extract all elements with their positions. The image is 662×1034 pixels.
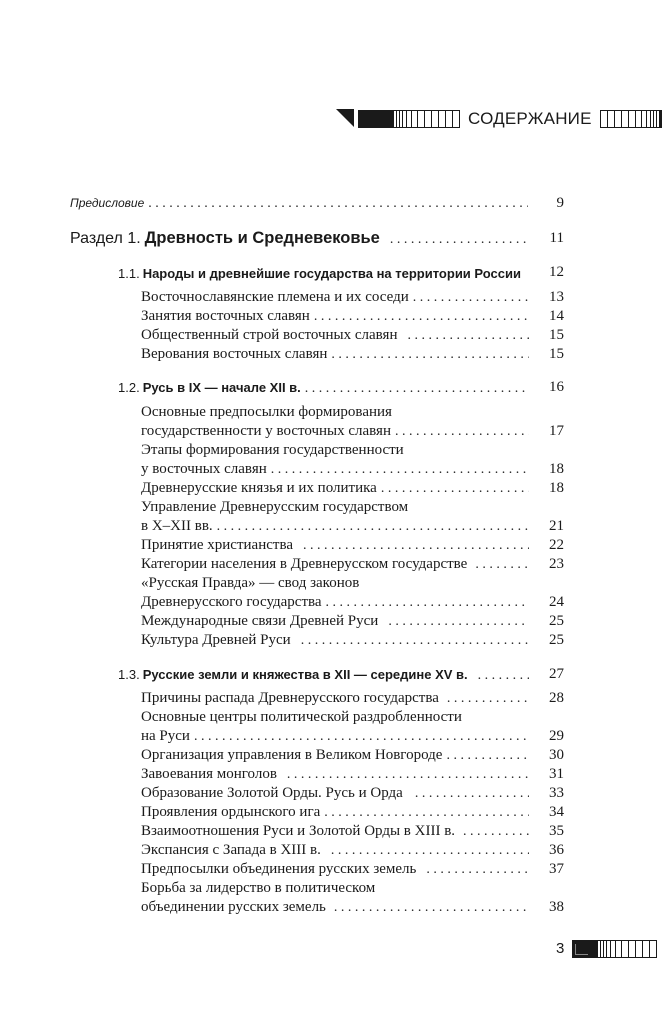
toc-entry[interactable] bbox=[141, 346, 533, 363]
part-title: Древность и Средневековье bbox=[144, 229, 380, 247]
leader-dots bbox=[326, 595, 529, 611]
chapter-title: Русские земли и княжества в XII — середине XV в. bbox=[142, 667, 468, 682]
toc-entry-title: Категории населения в Древнерусском государстве bbox=[141, 556, 468, 572]
toc-entry[interactable] bbox=[141, 823, 533, 840]
leader-dots bbox=[415, 786, 529, 802]
toc-entry-title: Предпосылки объединения русских земель bbox=[141, 861, 417, 877]
toc-entry[interactable] bbox=[141, 632, 533, 649]
toc-page-number: 38 bbox=[549, 899, 564, 915]
toc-entry-title: Причины распада Древнерусского государства bbox=[141, 690, 439, 706]
toc-entry[interactable] bbox=[141, 594, 533, 611]
page-footer bbox=[556, 940, 657, 958]
toc-entry-title[interactable]: Основные центры политической раздробленности bbox=[141, 709, 462, 725]
toc-chapter-1-3[interactable] bbox=[118, 667, 533, 684]
toc-entry-title: Международные связи Древней Руси bbox=[141, 613, 379, 629]
part-label: Раздел 1. bbox=[70, 230, 141, 247]
toc-entry-title: Культура Древней Руси bbox=[141, 632, 291, 648]
leader-dots bbox=[426, 862, 529, 878]
toc-entry[interactable] bbox=[141, 556, 533, 573]
toc-page-number: 35 bbox=[549, 823, 564, 839]
toc-entry-title[interactable]: Этапы формирования государственности bbox=[141, 442, 404, 458]
toc-entry-title: Образование Золотой Орды. Русь и Орда bbox=[141, 785, 403, 801]
toc-chapter-1-1[interactable] bbox=[118, 266, 568, 281]
toc-entry-title: Экспансия с Запада в XIII в. bbox=[141, 842, 321, 858]
toc-chapter-1-2[interactable] bbox=[118, 380, 533, 397]
toc-entry-title: Завоевания монголов bbox=[141, 766, 277, 782]
toc-page-number: 14 bbox=[549, 308, 564, 324]
toc-entry-title: объединении русских земель bbox=[141, 899, 326, 915]
toc-page-number: 28 bbox=[549, 690, 564, 706]
chapter-number: 1.3. bbox=[118, 667, 140, 682]
toc-entry[interactable] bbox=[141, 690, 533, 707]
toc-entry-title[interactable]: «Русская Правда» — свод законов bbox=[141, 575, 360, 591]
toc-entry[interactable] bbox=[141, 308, 533, 325]
toc-entry[interactable] bbox=[141, 289, 533, 306]
toc-entry-title: Принятие христианства bbox=[141, 537, 293, 553]
toc-entry-title: Восточнославянские племена и их соседи bbox=[141, 289, 409, 305]
leader-dots bbox=[446, 748, 529, 764]
toc-entry[interactable] bbox=[141, 518, 533, 535]
leader-dots bbox=[478, 668, 529, 684]
toc-page-number: 18 bbox=[549, 461, 564, 477]
chapter-title: Народы и древнейшие государства на территории России bbox=[142, 266, 521, 281]
toc-entry-title: Древнерусские князья и их политика bbox=[141, 480, 377, 496]
toc-page-number: 27 bbox=[549, 666, 564, 682]
toc-entry[interactable] bbox=[141, 461, 533, 478]
toc-page-number: 21 bbox=[549, 518, 564, 534]
leader-dots bbox=[271, 462, 529, 478]
toc-entry-title: Организация управления в Великом Новгороде bbox=[141, 747, 443, 763]
toc-entry[interactable] bbox=[141, 747, 533, 764]
leader-dots bbox=[301, 633, 529, 649]
toc-page-number: 11 bbox=[549, 230, 564, 246]
leader-dots bbox=[475, 557, 529, 573]
header-bar-ornament-left bbox=[358, 110, 460, 128]
toc-page-number: 22 bbox=[549, 537, 564, 553]
toc-page-number: 37 bbox=[549, 861, 564, 877]
page-number: 3 bbox=[556, 940, 565, 957]
leader-dots bbox=[395, 424, 529, 440]
toc-page-number: 34 bbox=[549, 804, 564, 820]
toc-entry[interactable] bbox=[141, 423, 533, 440]
toc-entry-title: Занятия восточных славян bbox=[141, 308, 310, 324]
leader-dots bbox=[305, 381, 529, 397]
leader-dots bbox=[390, 232, 528, 248]
toc-entry[interactable] bbox=[141, 861, 533, 878]
toc-entry[interactable] bbox=[141, 899, 533, 916]
toc-page-number: 30 bbox=[549, 747, 564, 763]
toc-page-number: 16 bbox=[549, 379, 564, 395]
toc-entry[interactable] bbox=[141, 804, 533, 821]
chapter-number: 1.1. bbox=[118, 266, 140, 281]
toc-entry-title[interactable]: Борьба за лидерство в политическом bbox=[141, 880, 376, 896]
toc-entry[interactable] bbox=[141, 327, 533, 344]
toc-page-number: 17 bbox=[549, 423, 564, 439]
leader-dots bbox=[381, 481, 529, 497]
toc-entry-title[interactable]: Основные предпосылки формирования bbox=[141, 404, 392, 420]
leader-dots bbox=[388, 614, 529, 630]
toc-entry-title: Общественный строй восточных славян bbox=[141, 327, 398, 343]
leader-dots bbox=[303, 538, 529, 554]
toc-page-number: 18 bbox=[549, 480, 564, 496]
leader-dots bbox=[334, 900, 529, 916]
toc-page-number: 33 bbox=[549, 785, 564, 801]
toc-entry[interactable] bbox=[141, 842, 533, 859]
toc-page-number: 15 bbox=[549, 346, 564, 362]
toc-entry-title: в X–XII вв. bbox=[141, 518, 213, 534]
toc-page-number: 29 bbox=[549, 728, 564, 744]
toc-part-1[interactable] bbox=[70, 229, 532, 248]
leader-dots bbox=[408, 328, 530, 344]
leader-dots bbox=[148, 196, 528, 212]
leader-dots bbox=[314, 309, 529, 325]
toc-entry-title: у восточных славян bbox=[141, 461, 267, 477]
toc-entry-preface[interactable] bbox=[70, 196, 532, 212]
leader-dots bbox=[413, 290, 529, 306]
toc-entry-title: Проявления ордынского ига bbox=[141, 804, 321, 820]
toc-page-number: 9 bbox=[556, 195, 564, 211]
toc-page-number: 31 bbox=[549, 766, 564, 782]
toc-entry[interactable] bbox=[141, 537, 533, 554]
leader-dots bbox=[194, 729, 529, 745]
toc-entry-title: государственности у восточных славян bbox=[141, 423, 391, 439]
toc-entry-title[interactable]: Управление Древнерусским государством bbox=[141, 499, 409, 515]
toc-entry-title: Предисловие bbox=[70, 196, 145, 210]
toc-page-number: 12 bbox=[549, 264, 564, 280]
running-header bbox=[336, 108, 662, 130]
leader-dots bbox=[331, 843, 529, 859]
chapter-number: 1.2. bbox=[118, 380, 140, 395]
leader-dots bbox=[287, 767, 529, 783]
toc-entry-title: Верования восточных славян bbox=[141, 346, 328, 362]
header-bar-ornament-right bbox=[600, 110, 662, 128]
toc-entry[interactable] bbox=[141, 766, 533, 783]
header-title: СОДЕРЖАНИЕ bbox=[468, 109, 592, 128]
toc-page-number: 36 bbox=[549, 842, 564, 858]
toc-page-number: 24 bbox=[549, 594, 564, 610]
toc-page-number: 25 bbox=[549, 632, 564, 648]
footer-bar-ornament bbox=[572, 940, 657, 958]
toc-entry-title: Взаимоотношения Руси и Золотой Орды в XIII в. bbox=[141, 823, 456, 839]
leader-dots bbox=[331, 347, 529, 363]
leader-dots bbox=[324, 805, 529, 821]
corner-triangle-ornament bbox=[336, 109, 354, 127]
toc-page-number: 25 bbox=[549, 613, 564, 629]
leader-dots bbox=[447, 691, 529, 707]
toc-entry[interactable] bbox=[141, 785, 533, 802]
toc-entry-title: на Руси bbox=[141, 728, 190, 744]
toc-page-number: 15 bbox=[549, 327, 564, 343]
toc-page-number: 13 bbox=[549, 289, 564, 305]
toc-entry-title: Древнерусского государства bbox=[141, 594, 322, 610]
toc-page-number: 23 bbox=[549, 556, 564, 572]
toc-entry[interactable] bbox=[141, 480, 533, 497]
leader-dots bbox=[217, 519, 529, 535]
leader-dots bbox=[463, 824, 529, 840]
toc-entry[interactable] bbox=[141, 613, 533, 630]
chapter-title: Русь в IX — начале XII в. bbox=[142, 380, 301, 395]
toc-entry[interactable] bbox=[141, 728, 533, 745]
